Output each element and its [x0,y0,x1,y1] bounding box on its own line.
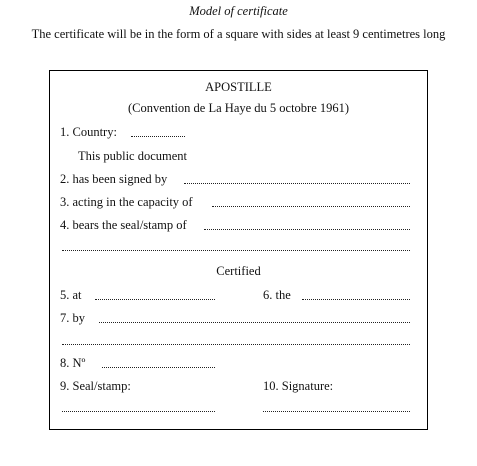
apostille-heading: APOSTILLE [205,80,272,94]
certified-heading: Certified [216,264,261,278]
page-title: Model of certificate [189,4,288,18]
signature-dotted-line [263,411,410,412]
the-label: 6. the [263,288,291,302]
by-label: 7. by [60,311,85,325]
country-label: 1. Country: [60,125,117,139]
page-subtitle: The certificate will be in the form of a square with sides at least 9 centimetres long [31,27,446,41]
signature-label: 10. Signature: [263,379,334,393]
the-dotted-line [302,299,410,300]
number-label: 8. Nº [60,356,86,370]
public-document-label: This public document [78,149,188,163]
country-dotted-line [131,136,185,137]
signed-by-dotted-line [184,183,410,184]
at-label: 5. at [60,288,82,302]
at-dotted-line [95,299,215,300]
by-dotted-line [99,322,410,323]
seal-stamp-label: 9. Seal/stamp: [60,379,131,393]
by-continuation-line [62,344,410,345]
capacity-label: 3. acting in the capacity of [60,195,193,209]
seal-stamp-of-dotted-line [204,229,410,230]
seal-stamp-dotted-line [62,411,215,412]
signed-by-label: 2. has been signed by [60,172,168,186]
seal-stamp-of-label: 4. bears the seal/stamp of [60,218,187,232]
seal-stamp-of-continuation-line [62,250,410,251]
capacity-dotted-line [212,206,410,207]
convention-line: (Convention de La Haye du 5 octobre 1961) [127,101,350,115]
number-dotted-line [102,367,215,368]
